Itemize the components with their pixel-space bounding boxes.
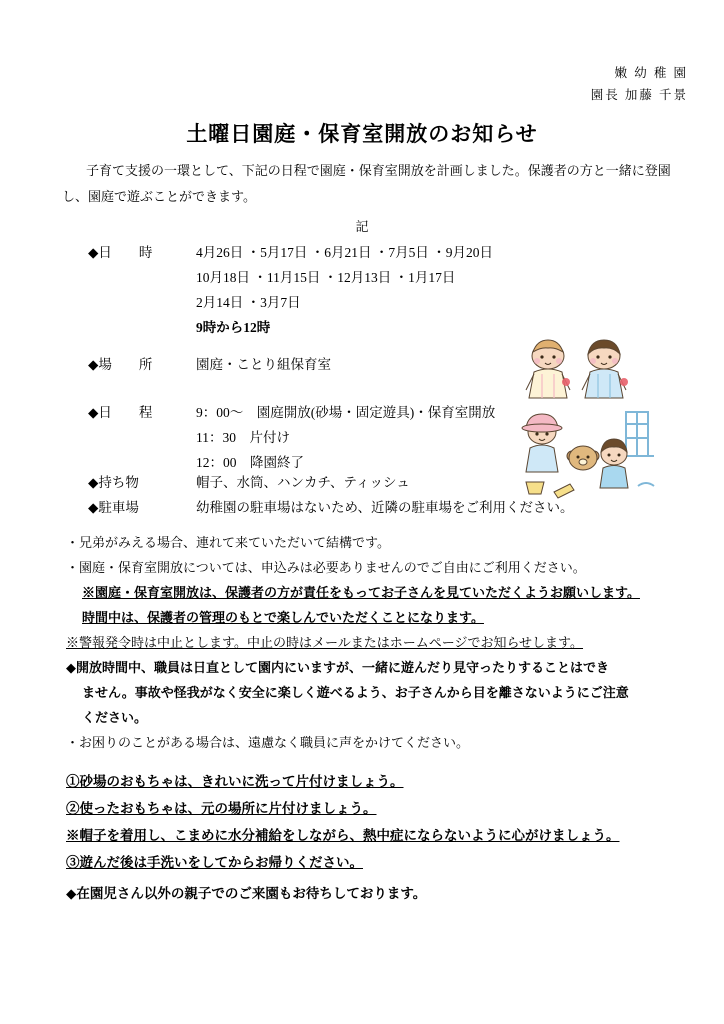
notes-block-1 [66,530,686,655]
schedule-label: ◆日 程 [88,405,153,420]
school-header [591,62,688,106]
note3-line-1: ①砂場のおもちゃは、きれいに洗って片付けましょう。 [66,774,404,789]
datetime-time: 9時から12時 [196,320,271,335]
place-value: 園庭・ことり組保育室 [196,357,331,372]
schedule-row-1: 9：00～ 園庭開放(砂場・固定遊具)・保育室開放 [196,405,496,420]
note2-line-2: ません。事故や怪我がなく安全に楽しく遊べるよう、お子さんから目を離さないようにご注意 [82,685,629,700]
bring-value: 帽子、水筒、ハンカチ、ティッシュ [196,475,410,490]
principal-name: 園長 加藤 千景 [590,88,688,102]
datetime-line-1: 4月26日 ・5月17日 ・6月21日 ・7月5日 ・9月20日 [196,245,493,260]
note2-line-4: ・お困りのことがある場合は、遠慮なく職員に声をかけてください。 [66,735,470,750]
children-sandbox-illustration [508,404,684,500]
note3-line-4: ③遊んだ後は手洗いをしてからお帰りください。 [66,855,363,870]
note3-line-3: ※帽子を着用し、こまめに水分補給をしながら、熱中症にならないように心がけましょう。 [66,828,620,843]
intro-line-2: し、園庭で遊ぶことができます。 [62,189,256,204]
note-line-3: ※園庭・保育室開放は、保護者の方が責任をもってお子さんを見ていただくようお願いします。 [82,585,640,600]
place-label: ◆場 所 [88,357,153,372]
school-name: 嫩 幼 稚 園 [614,66,688,80]
note3-line-2: ②使ったおもちゃは、元の場所に片付けましょう。 [66,801,377,816]
section-datetime [88,240,688,340]
note2-line-3: ください。 [82,710,148,725]
notes-block-3 [66,768,706,876]
note-line-2: ・園庭・保育室開放については、申込みは必要ありませんのでご自由にご利用ください。 [66,560,586,575]
note2-line-1: ◆開放時間中、職員は日直として園内にいますが、一緒に遊んだり見守ったりすることはでき [66,660,609,675]
intro-paragraph [62,158,674,210]
ki-marker: 記 [355,219,369,234]
datetime-label: ◆日 時 [88,245,153,260]
footer-note: ◆在園児さん以外の親子でのご来園もお待ちしております。 [66,886,427,901]
datetime-line-3: 2月14日 ・3月7日 [196,295,301,310]
note-line-4: 時間中は、保護者の管理のもとで楽しんでいただくことになります。 [82,610,484,625]
parking-value: 幼稚園の駐車場はないため、近隣の駐車場をご利用ください。 [196,500,574,515]
page-title: 土曜日園庭・保育室開放のお知らせ [186,122,538,146]
bring-label: ◆持ち物 [88,475,139,490]
schedule-row-2: 11：30 片付け [196,430,290,445]
intro-line-1: 子育て支援の一環として、下記の日程で園庭・保育室開放を計画しました。保護者の方と一緒に登園 [86,163,671,178]
note-line-1: ・兄弟がみえる場合、連れて来ていただいて結構です。 [66,535,390,550]
note-line-5: ※警報発令時は中止とします。中止の時はメールまたはホームページでお知らせします。 [66,635,584,650]
children-pair-illustration [500,338,676,402]
datetime-line-2: 10月18日 ・11月15日 ・12月13日 ・1月17日 [196,270,456,285]
parking-label: ◆駐車場 [88,500,139,515]
schedule-row-3: 12：00 降園終了 [196,455,304,470]
notes-block-2 [66,655,686,755]
